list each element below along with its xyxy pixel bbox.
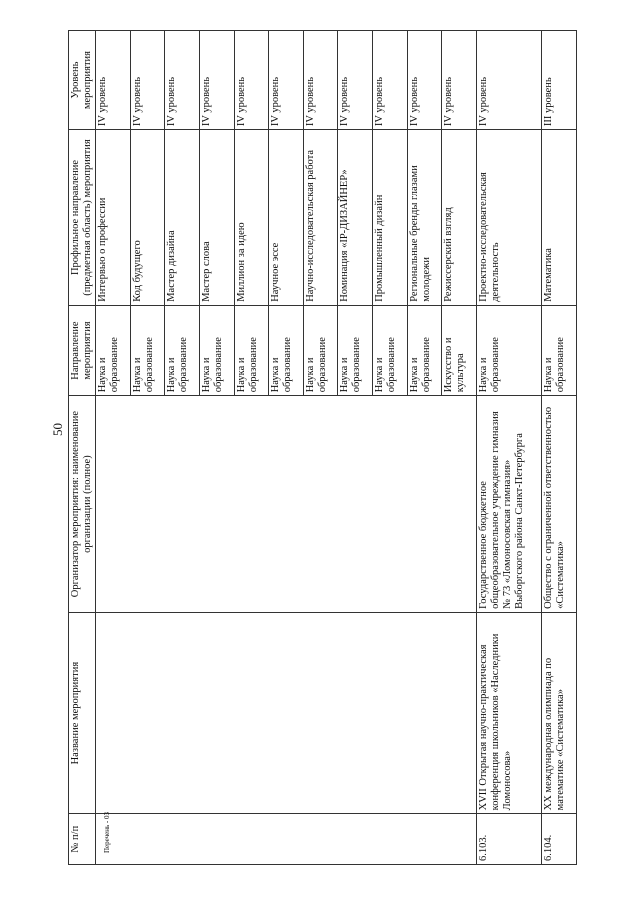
cell-level: III уровень [542,31,577,130]
cell-num: 6.103. [476,814,541,865]
cell-level: IV уровень [165,31,200,130]
cell-org: Государственное бюджетное общеобразовательное учреждение гимназия № 73 «Ломоносовская гимназия» Выборгского района Санкт-Петербурга [476,396,541,613]
cell-profile: Научно-исследовательская работа [303,130,338,306]
footer-note: Перечень - 03 [103,812,111,853]
cell-level: IV уровень [442,31,477,130]
cell-direction: Наука и образование [407,305,442,396]
cell-name: XX международная олимпиада по математике «Систематика» [542,612,577,813]
header-num: № п/п [69,814,96,865]
header-level: Уровень мероприятия [69,31,96,130]
cell-profile: Мастер дизайна [165,130,200,306]
cell-profile: Мастер слова [199,130,234,306]
cell-direction: Наука и образование [303,305,338,396]
cell-level: IV уровень [234,31,269,130]
cell-org: Общество с ограниченной ответственностью «Систематика» [542,396,577,613]
cell-num: 6.104. [542,814,577,865]
table-row [96,31,131,865]
cell-level: IV уровень [338,31,373,130]
cell-level: IV уровень [303,31,338,130]
cell-profile: Научное эссе [269,130,304,306]
cell-direction: Наука и образование [269,305,304,396]
cell-profile: Миллион за идею [234,130,269,306]
header-direction: Направление мероприятия [69,305,96,396]
events-table [68,30,577,865]
cell-profile: Проектно-исследовательская деятельность [476,130,541,306]
cell-profile: Номинация «IP-ДИЗАЙНЕР» [338,130,373,306]
cell-direction: Наука и образование [373,305,408,396]
cell-direction: Наука и образование [542,305,577,396]
cell-direction: Наука и образование [476,305,541,396]
cell-profile: Код будущего [130,130,165,306]
cell-name [96,612,477,813]
cell-profile: Интервью о профессии [96,130,131,306]
cell-profile: Математика [542,130,577,306]
cell-profile: Региональные бренды глазами молодежи [407,130,442,306]
cell-direction: Наука и образование [130,305,165,396]
header-name: Название мероприятия [69,612,96,813]
cell-level: IV уровень [407,31,442,130]
cell-org [96,396,477,613]
cell-direction: Наука и образование [234,305,269,396]
cell-direction: Наука и образование [96,305,131,396]
cell-level: IV уровень [96,31,131,130]
cell-profile: Промышленный дизайн [373,130,408,306]
table-row [542,31,577,865]
cell-direction: Искусство и культура [442,305,477,396]
cell-name: XVII Открытая научно-практическая конференция школьников «Наследники Ломоносова» [476,612,541,813]
cell-level: IV уровень [373,31,408,130]
cell-profile: Режиссерский взгляд [442,130,477,306]
table-row [476,31,541,865]
page-number: 50 [50,423,65,436]
cell-direction: Наука и образование [165,305,200,396]
cell-direction: Наука и образование [338,305,373,396]
cell-level: IV уровень [476,31,541,130]
rotated-table-container [68,30,577,865]
table-header-row [69,31,96,865]
cell-level: IV уровень [269,31,304,130]
cell-direction: Наука и образование [199,305,234,396]
header-org: Организатор мероприятия: наименование организации (полное) [69,396,96,613]
cell-level: IV уровень [130,31,165,130]
header-profile: Профильное направление (предметная область) мероприятия [69,130,96,306]
cell-level: IV уровень [199,31,234,130]
cell-num [96,814,477,865]
